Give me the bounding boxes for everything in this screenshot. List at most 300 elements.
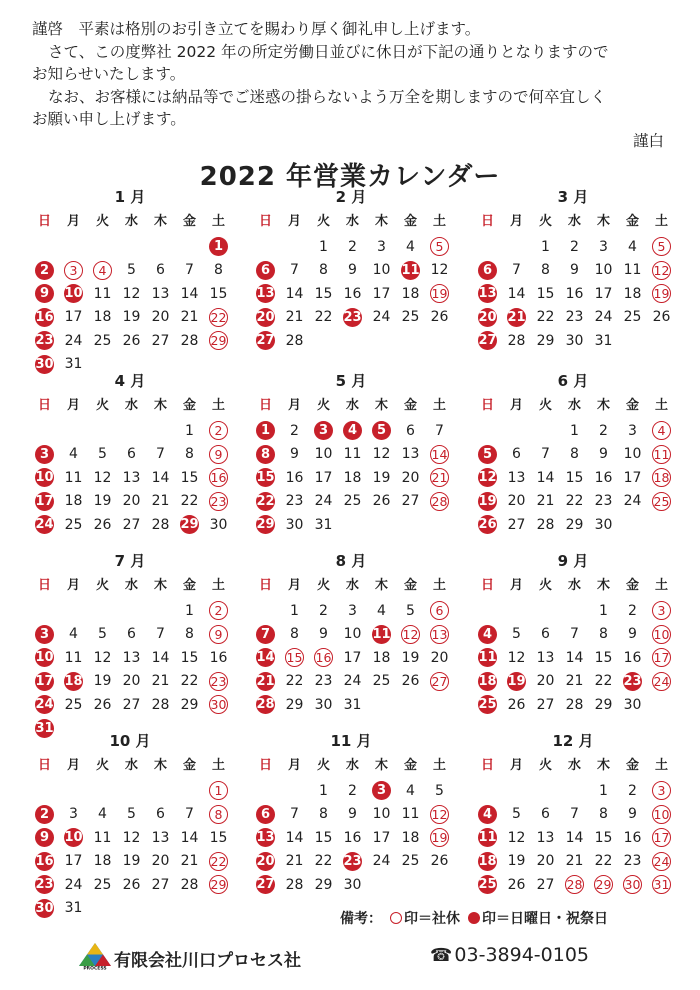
legend-off-swatch	[390, 912, 402, 924]
day-cell	[560, 259, 589, 283]
day-cell	[309, 646, 338, 670]
day-cell	[425, 670, 454, 694]
holiday-day: 20	[256, 309, 275, 325]
day-cell	[309, 306, 338, 330]
weekday-label: 日	[480, 578, 494, 593]
day-cell	[175, 282, 204, 306]
work-day: 22	[314, 309, 333, 326]
company-off-day: 17	[653, 650, 670, 666]
weekday-label: 水	[124, 214, 138, 229]
day-cell	[30, 873, 59, 897]
work-day: 31	[594, 332, 613, 349]
day-cell	[502, 466, 531, 490]
day-cell	[309, 419, 338, 443]
work-day: 13	[536, 649, 555, 666]
work-day: 12	[507, 829, 526, 846]
work-day: 10	[343, 626, 362, 643]
work-day: 15	[209, 829, 228, 846]
day-cell	[280, 803, 309, 827]
day-cell	[146, 513, 175, 537]
work-day: 9	[599, 446, 608, 463]
day-cell	[280, 513, 309, 537]
empty-cell	[30, 235, 59, 259]
day-cell	[117, 513, 146, 537]
work-day: 6	[127, 446, 136, 463]
holiday-day: 27	[256, 333, 275, 349]
work-day: 1	[599, 782, 608, 799]
work-day: 15	[314, 829, 333, 846]
day-cell	[531, 259, 560, 283]
work-day: 7	[435, 422, 444, 439]
day-cell	[30, 670, 59, 694]
weekday-label: 日	[37, 758, 51, 773]
holiday-day: 25	[478, 877, 497, 893]
weekday-label: 金	[182, 398, 196, 413]
legend	[340, 908, 608, 928]
company-off-day: 27	[431, 673, 448, 689]
day-cell	[59, 850, 88, 874]
day-cell	[618, 419, 647, 443]
day-cell	[425, 259, 454, 283]
company-off-day: 3	[64, 261, 83, 280]
work-day: 4	[98, 806, 107, 823]
month-4	[30, 370, 230, 537]
day-cell	[146, 282, 175, 306]
day-cell	[647, 282, 676, 306]
day-cell	[425, 850, 454, 874]
month-12	[473, 730, 673, 897]
weekday-label: 土	[432, 578, 446, 593]
day-cell	[338, 443, 367, 467]
day-cell	[560, 623, 589, 647]
day-cell	[473, 282, 502, 306]
day-cell	[589, 443, 618, 467]
company-off-day: 16	[315, 650, 332, 666]
day-cell	[175, 623, 204, 647]
weekday-header	[30, 576, 230, 596]
work-day: 14	[151, 469, 170, 486]
work-day: 17	[343, 649, 362, 666]
empty-cell	[531, 419, 560, 443]
work-day: 11	[343, 446, 362, 463]
day-cell	[531, 513, 560, 537]
company-off-day: 12	[653, 262, 670, 278]
weekday-label: 月	[509, 214, 523, 229]
work-day: 10	[372, 262, 391, 279]
work-day: 2	[348, 238, 357, 255]
day-cell	[204, 419, 233, 443]
days-grid	[30, 419, 230, 537]
day-cell	[560, 693, 589, 717]
weekday-label: 火	[538, 398, 552, 413]
day-cell	[367, 419, 396, 443]
weekday-label: 金	[403, 214, 417, 229]
empty-cell	[30, 599, 59, 623]
day-cell	[146, 329, 175, 353]
day-cell	[560, 670, 589, 694]
work-day: 7	[156, 626, 165, 643]
work-day: 29	[536, 332, 555, 349]
day-cell	[30, 826, 59, 850]
work-day: 13	[507, 469, 526, 486]
day-cell	[309, 282, 338, 306]
work-day: 24	[314, 493, 333, 510]
day-cell	[175, 850, 204, 874]
day-cell	[204, 850, 233, 874]
month-2	[251, 186, 451, 353]
day-cell	[30, 466, 59, 490]
holiday-day: 9	[35, 828, 54, 847]
day-cell	[280, 419, 309, 443]
day-cell	[618, 259, 647, 283]
weekday-header	[473, 396, 673, 416]
day-cell	[618, 670, 647, 694]
work-day: 30	[209, 516, 228, 533]
holiday-day: 9	[35, 284, 54, 303]
company-off-day: 19	[431, 830, 448, 846]
weekday-label: 木	[153, 578, 167, 593]
work-day: 2	[570, 238, 579, 255]
work-day: 25	[93, 332, 112, 349]
day-cell	[117, 329, 146, 353]
day-cell	[396, 419, 425, 443]
holiday-day: 4	[478, 625, 497, 644]
day-cell	[531, 670, 560, 694]
holiday-day: 1	[209, 237, 228, 256]
day-cell	[647, 803, 676, 827]
company-off-day: 9	[209, 625, 228, 644]
holiday-day: 3	[35, 625, 54, 644]
day-cell	[396, 646, 425, 670]
day-cell	[59, 490, 88, 514]
work-day: 1	[599, 602, 608, 619]
work-day: 7	[290, 806, 299, 823]
day-cell	[175, 693, 204, 717]
day-cell	[204, 329, 233, 353]
empty-cell	[117, 419, 146, 443]
work-day: 28	[565, 696, 584, 713]
empty-cell	[473, 419, 502, 443]
holiday-day: 16	[35, 853, 54, 869]
day-cell	[309, 443, 338, 467]
weekday-label: 金	[403, 578, 417, 593]
company-off-day: 4	[652, 421, 671, 440]
empty-cell	[117, 235, 146, 259]
day-cell	[473, 306, 502, 330]
greeting-line-5: お願い申し上げます。	[32, 110, 186, 128]
company-off-day: 8	[209, 805, 228, 824]
day-cell	[59, 513, 88, 537]
day-cell	[589, 329, 618, 353]
weekday-label: 土	[211, 758, 225, 773]
work-day: 24	[64, 876, 83, 893]
work-day: 1	[185, 602, 194, 619]
empty-cell	[88, 599, 117, 623]
work-day: 10	[372, 806, 391, 823]
work-day: 17	[623, 469, 642, 486]
day-cell	[425, 623, 454, 647]
day-cell	[425, 599, 454, 623]
empty-cell	[88, 235, 117, 259]
work-day: 16	[623, 649, 642, 666]
month-title: 4 月	[114, 372, 146, 390]
day-cell	[560, 490, 589, 514]
work-day: 23	[594, 493, 613, 510]
work-day: 9	[290, 446, 299, 463]
empty-cell	[280, 235, 309, 259]
work-day: 14	[507, 285, 526, 302]
work-day: 12	[93, 649, 112, 666]
work-day: 30	[594, 516, 613, 533]
weekday-label: 金	[625, 578, 639, 593]
day-cell	[175, 599, 204, 623]
company-off-day: 16	[210, 470, 227, 486]
day-cell	[251, 443, 280, 467]
day-cell	[367, 646, 396, 670]
day-cell	[502, 259, 531, 283]
day-cell	[473, 513, 502, 537]
holiday-day: 24	[35, 697, 54, 713]
company-logo	[78, 942, 112, 970]
work-day: 25	[623, 309, 642, 326]
day-cell	[204, 282, 233, 306]
day-cell	[396, 443, 425, 467]
empty-cell	[88, 779, 117, 803]
greeting-letter	[32, 18, 672, 150]
month-title: 2 月	[335, 188, 367, 206]
work-day: 23	[565, 309, 584, 326]
day-cell	[146, 490, 175, 514]
day-cell	[618, 803, 647, 827]
day-cell	[175, 513, 204, 537]
day-cell	[589, 623, 618, 647]
work-day: 14	[180, 285, 199, 302]
empty-cell	[531, 599, 560, 623]
month-title: 3 月	[557, 188, 589, 206]
day-cell	[396, 235, 425, 259]
day-cell	[647, 443, 676, 467]
work-day: 10	[623, 446, 642, 463]
weekday-label: 水	[345, 758, 359, 773]
day-cell	[117, 803, 146, 827]
work-day: 18	[93, 853, 112, 870]
day-cell	[502, 443, 531, 467]
day-cell	[251, 623, 280, 647]
day-cell	[473, 623, 502, 647]
work-day: 5	[98, 626, 107, 643]
weekday-header	[473, 576, 673, 596]
holiday-day: 14	[256, 650, 275, 666]
day-cell	[647, 779, 676, 803]
empty-cell	[59, 779, 88, 803]
month-title: 10 月	[109, 732, 151, 750]
weekday-label: 水	[124, 578, 138, 593]
work-day: 14	[285, 829, 304, 846]
day-cell	[502, 623, 531, 647]
day-cell	[338, 282, 367, 306]
work-day: 29	[594, 696, 613, 713]
weekday-label: 日	[37, 398, 51, 413]
days-grid	[473, 419, 673, 537]
work-day: 20	[401, 469, 420, 486]
work-day: 2	[319, 602, 328, 619]
day-cell	[280, 826, 309, 850]
work-day: 6	[512, 446, 521, 463]
work-day: 3	[377, 238, 386, 255]
weekday-label: 水	[567, 214, 581, 229]
work-day: 27	[151, 876, 170, 893]
weekday-label: 水	[567, 758, 581, 773]
day-cell	[367, 466, 396, 490]
weekday-label: 火	[316, 578, 330, 593]
work-day: 26	[507, 876, 526, 893]
company-off-day: 28	[431, 493, 448, 509]
empty-cell	[146, 235, 175, 259]
work-day: 9	[628, 806, 637, 823]
day-cell	[30, 850, 59, 874]
day-cell	[531, 623, 560, 647]
holiday-day: 30	[35, 356, 54, 372]
day-cell	[560, 513, 589, 537]
day-cell	[367, 306, 396, 330]
day-cell	[309, 259, 338, 283]
work-day: 2	[348, 782, 357, 799]
company-off-day: 29	[210, 333, 227, 349]
company-off-day: 13	[431, 626, 448, 642]
day-cell	[117, 259, 146, 283]
day-cell	[59, 623, 88, 647]
month-1	[30, 186, 230, 376]
holiday-day: 29	[180, 517, 199, 533]
company-off-day: 2	[209, 601, 228, 620]
month-3	[473, 186, 673, 353]
phone-number: 03-3894-0105	[454, 944, 590, 966]
company-off-day: 3	[652, 781, 671, 800]
work-day: 21	[285, 309, 304, 326]
work-day: 18	[623, 285, 642, 302]
work-day: 30	[314, 696, 333, 713]
work-day: 20	[507, 493, 526, 510]
holiday-day: 3	[372, 781, 391, 800]
day-cell	[280, 646, 309, 670]
day-cell	[396, 490, 425, 514]
company-off-day: 15	[286, 650, 303, 666]
day-cell	[204, 646, 233, 670]
day-cell	[396, 259, 425, 283]
day-cell	[280, 259, 309, 283]
holiday-day: 17	[35, 493, 54, 509]
holiday-day: 17	[35, 673, 54, 689]
work-day: 4	[406, 238, 415, 255]
work-day: 16	[594, 469, 613, 486]
day-cell	[30, 513, 59, 537]
work-day: 31	[314, 516, 333, 533]
work-day: 6	[156, 806, 165, 823]
holiday-day: 2	[35, 805, 54, 824]
weekday-label: 木	[596, 214, 610, 229]
holiday-day: 26	[478, 517, 497, 533]
day-cell	[204, 873, 233, 897]
day-cell	[502, 329, 531, 353]
holiday-day: 13	[478, 286, 497, 302]
work-day: 20	[536, 673, 555, 690]
phone-icon: ☎	[430, 945, 453, 966]
company-off-day: 29	[210, 877, 227, 893]
work-day: 29	[314, 876, 333, 893]
day-cell	[309, 693, 338, 717]
work-day: 21	[180, 309, 199, 326]
holiday-day: 4	[478, 805, 497, 824]
day-cell	[647, 873, 676, 897]
day-cell	[30, 282, 59, 306]
day-cell	[251, 419, 280, 443]
weekday-label: 月	[66, 398, 80, 413]
work-day: 20	[536, 853, 555, 870]
day-cell	[367, 623, 396, 647]
work-day: 24	[594, 309, 613, 326]
day-cell	[204, 670, 233, 694]
weekday-label: 日	[258, 398, 272, 413]
day-cell	[309, 670, 338, 694]
holiday-day: 23	[35, 877, 54, 893]
work-day: 19	[372, 469, 391, 486]
month-title: 6 月	[557, 372, 589, 390]
holiday-day: 3	[314, 421, 333, 440]
day-cell	[175, 803, 204, 827]
day-cell	[251, 826, 280, 850]
day-cell	[618, 466, 647, 490]
day-cell	[396, 466, 425, 490]
work-day: 9	[348, 806, 357, 823]
month-11	[251, 730, 451, 897]
work-day: 17	[594, 285, 613, 302]
weekday-label: 日	[480, 758, 494, 773]
day-cell	[59, 306, 88, 330]
day-cell	[502, 670, 531, 694]
day-cell	[531, 826, 560, 850]
weekday-label: 木	[374, 578, 388, 593]
company-off-day: 31	[653, 877, 670, 893]
work-day: 7	[185, 262, 194, 279]
day-cell	[338, 850, 367, 874]
holiday-day: 18	[478, 853, 497, 869]
work-day: 2	[628, 782, 637, 799]
day-cell	[338, 306, 367, 330]
day-cell	[146, 646, 175, 670]
work-day: 26	[93, 516, 112, 533]
weekday-label: 火	[95, 214, 109, 229]
work-day: 11	[64, 649, 83, 666]
work-day: 27	[151, 332, 170, 349]
company-off-day: 10	[653, 806, 670, 822]
company-off-day: 1	[209, 781, 228, 800]
weekday-label: 月	[287, 398, 301, 413]
work-day: 13	[151, 829, 170, 846]
work-day: 24	[372, 853, 391, 870]
work-day: 19	[122, 853, 141, 870]
work-day: 1	[570, 422, 579, 439]
weekday-label: 水	[345, 398, 359, 413]
empty-cell	[59, 599, 88, 623]
day-cell	[59, 670, 88, 694]
work-day: 8	[185, 446, 194, 463]
work-day: 18	[93, 309, 112, 326]
work-day: 17	[372, 829, 391, 846]
day-cell	[618, 873, 647, 897]
company-off-day: 22	[210, 309, 227, 325]
work-day: 15	[594, 649, 613, 666]
work-day: 21	[151, 673, 170, 690]
